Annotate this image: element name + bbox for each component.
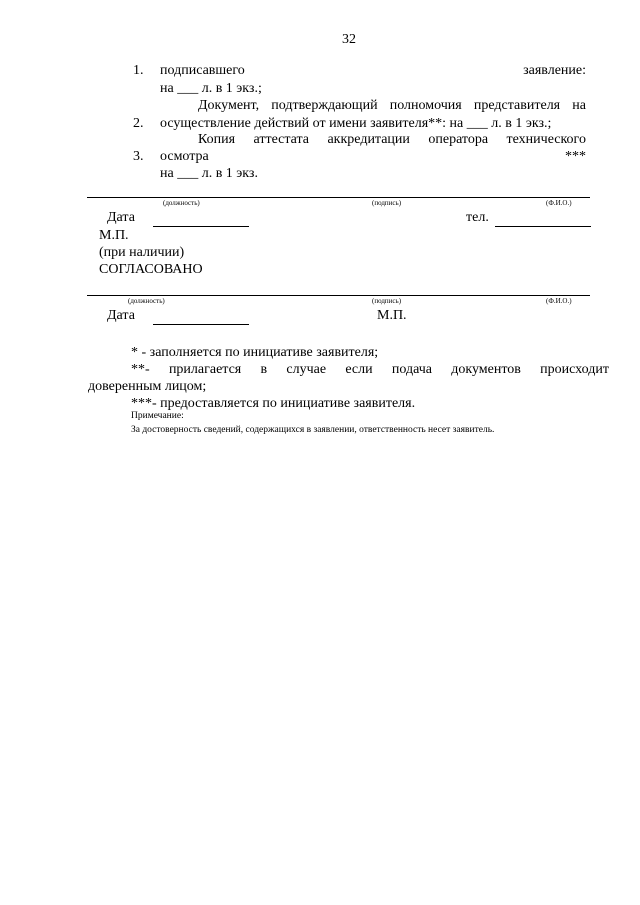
list-item-3-text-left: осмотра [160,149,209,164]
page-number: 32 [342,32,356,47]
word: документов [451,362,521,377]
note-text: За достоверность сведений, содержащихся в заявлении, ответственность несет заявитель. [131,425,495,435]
list-item-3-line2: на ___ л. в 1 экз. [160,166,258,181]
signature-line-2 [87,295,590,296]
footnote-2-line1 [131,363,609,377]
caption-name-1: (Ф.И.О.) [546,199,572,207]
footnote-3: ***- предоставляется по инициативе заявителя. [131,396,416,411]
word: подача [391,362,432,377]
word: аттестата [253,132,310,147]
list-item-2-intro: Документ, подтверждающий полномочия представителя на [198,98,586,113]
date-label-1: Дата [107,210,135,225]
word: технического [506,132,586,147]
word: аккредитации [327,132,410,147]
list-item-3-number: 3. [133,149,144,164]
footnote-2-line2: доверенным лицом; [88,379,207,394]
stamp-note: (при наличии) [99,245,185,260]
list-item-1-line1 [160,64,586,78]
note-title: Примечание: [131,411,184,421]
list-item-1-number: 1. [133,63,144,78]
word: **- [131,362,150,377]
word: если [345,362,373,377]
caption-signature-2: (подпись) [372,297,402,305]
word: в [260,362,268,377]
list-item-2-number: 2. [133,116,144,131]
phone-label: тел. [466,210,489,225]
caption-name-2: (Ф.И.О.) [546,297,572,305]
word: оператора [428,132,489,147]
date-label-2: Дата [107,308,135,323]
list-item-2-line1: осуществление действий от имени заявителя**: на ___ л. в 1 экз.; [160,116,552,131]
date-field-line-2[interactable] [153,324,249,325]
word: прилагается [168,362,242,377]
approved-label: СОГЛАСОВАНО [99,262,203,277]
caption-position-1: (должность) [163,199,200,207]
date-field-line-1[interactable] [153,226,249,227]
list-item-1-text-left: подписавшего [160,63,245,78]
list-item-3-text-right: *** [565,149,586,164]
word: случае [286,362,327,377]
list-item-3-intro [198,133,586,147]
list-item-3-line1 [160,150,586,164]
phone-field-line[interactable] [495,226,591,227]
stamp-label-2: М.П. [377,308,407,323]
signature-line-1 [87,197,590,198]
footnote-1: * - заполняется по инициативе заявителя; [131,345,379,360]
caption-signature-1: (подпись) [372,199,402,207]
caption-position-2: (должность) [128,297,165,305]
list-item-1-line2: на ___ л. в 1 экз.; [160,81,262,96]
word: происходит [540,362,609,377]
word: Копия [198,132,236,147]
list-item-1-text-right: заявление: [523,63,586,78]
stamp-label-1: М.П. [99,228,129,243]
